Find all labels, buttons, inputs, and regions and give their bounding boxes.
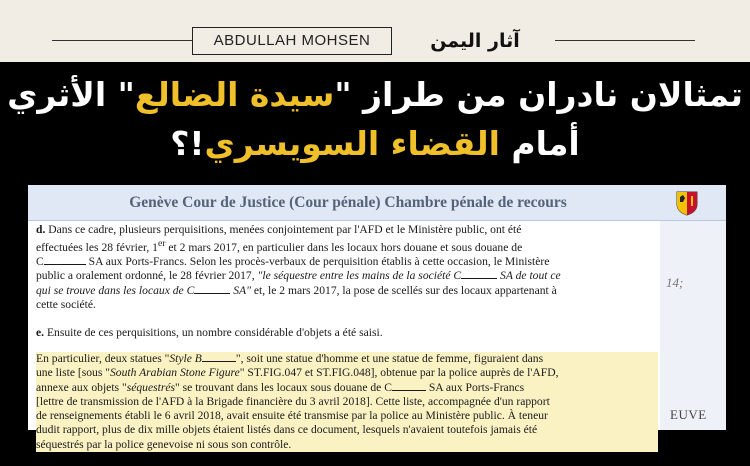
text: une liste [sous ": [36, 366, 110, 380]
text: SA aux Ports-Francs: [425, 380, 525, 394]
paragraph-e: [36, 326, 658, 340]
text: séquestrés par la police genevoise ni sous son contrôle.: [36, 437, 292, 451]
side-footer-text: EUVE: [670, 407, 707, 422]
text: Ensuite de ces perquisitions, un nombre considérable d'objets a été saisi.: [44, 326, 383, 340]
text: ", soit une statue d'homme et une statue de femme, figuraient dans: [235, 352, 544, 366]
headline-text: !؟: [170, 124, 205, 163]
text: annexe aux objets ": [36, 380, 127, 394]
text: séquestrés: [126, 380, 176, 394]
redaction: [202, 361, 236, 362]
text: et, le 2 mars 2017, la pose de scellés sur des locaux appartenant à: [250, 283, 557, 297]
headline-text: " الأثري: [7, 75, 135, 114]
text: " se trouvant dans les locaux sous douane de C: [175, 380, 392, 394]
text: SA de tout ce: [497, 269, 561, 283]
document-side-panel: [660, 221, 726, 430]
document-body: [36, 223, 658, 466]
text: SA": [230, 283, 251, 297]
text: " ST.FIG.047 et ST.FIG.048], obtenue par la police auprès de l'AFD,: [239, 366, 559, 380]
text: cette société.: [36, 297, 96, 311]
paragraph-label: e.: [36, 326, 45, 340]
court-document: [28, 185, 726, 451]
headline-text: أمام: [499, 124, 580, 163]
paragraph-label: d.: [36, 223, 46, 236]
author-label: ABDULLAH MOHSEN: [192, 27, 392, 55]
text: "le séquestre entre les mains de la société C: [257, 269, 462, 283]
headline-text: تمثالان نادران من طراز ": [334, 75, 743, 114]
text: er: [157, 238, 166, 250]
paragraph-d: [36, 223, 658, 312]
document-header: [28, 185, 726, 221]
redaction: [44, 264, 86, 265]
redaction: [194, 293, 230, 294]
text: qui se trouve dans les locaux de C: [36, 283, 195, 297]
text: dudit rapport, plus de dix mille objets étaient listés dans ce document, lesquels n'avaient toutefois jamais été: [36, 423, 538, 437]
headline-line-1: [0, 70, 750, 120]
text: C: [36, 255, 44, 269]
divider-left: [52, 40, 192, 41]
headline: [0, 70, 750, 168]
text: SA aux Ports-Francs. Selon les procès-verbaux de perquisition établis à cette occasion, le Ministère: [85, 255, 550, 269]
text: Dans ce cadre, plusieurs perquisitions, menées conjointement par l'AFD et le Ministère public, ont été: [45, 223, 522, 236]
headline-highlight: القضاء السويسري: [204, 124, 500, 163]
headline-highlight: سيدة الضالع: [134, 75, 335, 114]
paragraph-highlighted: [36, 352, 658, 451]
geneva-coat-of-arms-icon: [674, 190, 700, 216]
document-title: Genève Cour de Justice (Cour pénale) Chambre pénale de recours: [129, 194, 567, 211]
top-banner: [0, 0, 750, 62]
divider-right: [555, 40, 695, 41]
redaction: [461, 278, 497, 279]
text: de renseignements établi le 6 avril 2018, avait ensuite été transmise par la police au Ministère public. À teneur: [36, 409, 548, 423]
headline-line-2: [0, 120, 750, 168]
text: effectuées les 28 février, 1: [36, 241, 158, 255]
text: En particulier, deux statues ": [36, 352, 170, 366]
text: South Arabian Stone Figure: [109, 366, 240, 380]
text: public a oralement ordonné, le 28 février 2017,: [36, 269, 258, 283]
redaction: [392, 390, 426, 391]
text: Style B: [169, 352, 202, 366]
text: [lettre de transmission de l'AFD à la Brigade financière du 3 avril 2018]. Cette liste, accompagnée d'un rapport: [36, 394, 550, 408]
text: et 2 mars 2017, en particulier dans les locaux hors douane et sous douane de: [165, 241, 523, 255]
brand-name: آثار اليمن: [430, 30, 520, 52]
side-number: 14;: [666, 275, 684, 290]
